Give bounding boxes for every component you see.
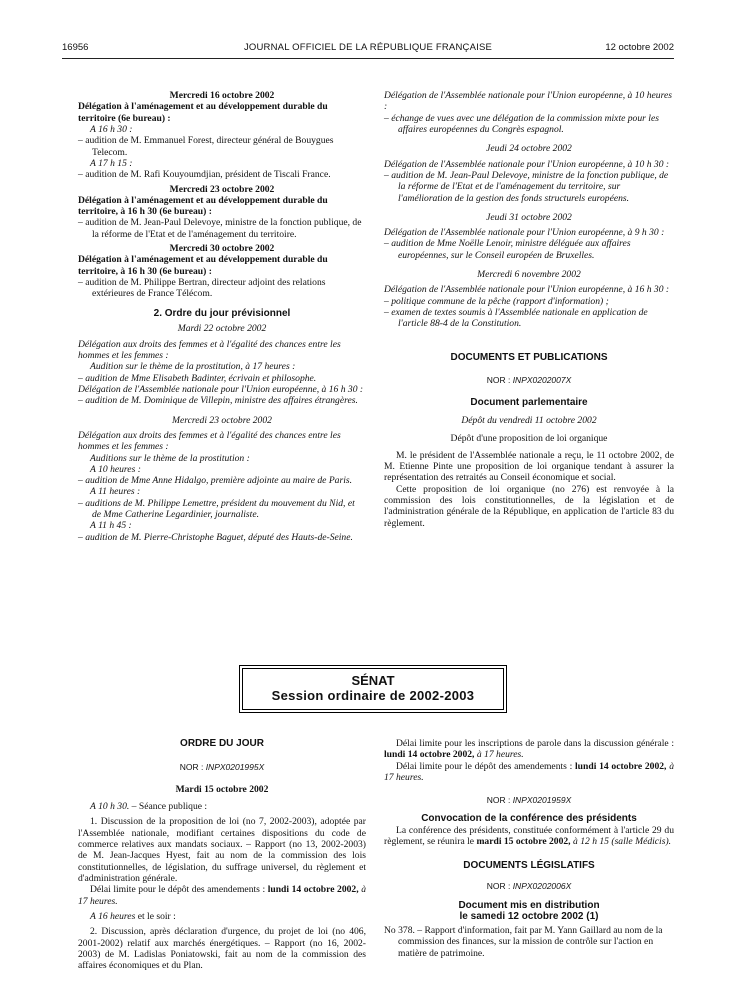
time-slot: A 16 h 30 : (90, 123, 133, 135)
agenda-item: – audition de Mme Noëlle Lenoir, ministre déléguée aux affaires européennes, sur le Conseil européen de Bruxelles. (384, 238, 631, 261)
delegation-heading: Délégation de l'Assemblée nationale pour l'Union européenne, à 10 heures : (384, 90, 672, 113)
nor-reference: NOR : INPX0201959X (486, 795, 572, 806)
time-slot: A 10 heures : (90, 463, 141, 475)
header-date: 12 octobre 2002 (605, 42, 674, 53)
nor-reference: NOR : INPX0201995X (179, 761, 265, 772)
subsection-heading: le samedi 12 octobre 2002 (1) (459, 911, 599, 923)
section-date: Mercredi 30 octobre 2002 (169, 243, 275, 255)
agenda-item: – examen de textes soumis à l'Assemblée nationale en application de l'article 88-4 de la Constitution. (384, 307, 648, 330)
delegation-heading: Délégation à l'aménagement et au développement durable du territoire, à 16 h 30 (6e bureau) : (78, 194, 328, 218)
paragraph: Cette proposition de loi organique (no 276) est renvoyée à la commission des lois constitutionnelles, de la législation et de l'administration générale de la République, en application de l'article 83 du règlement. (384, 483, 674, 529)
section-heading: 2. Ordre du jour prévisionnel (153, 307, 291, 319)
agenda-item: – audition de M. Pierre-Christophe Baguet, député des Hauts-de-Seine. (78, 531, 353, 543)
right-bottom-column (384, 738, 674, 959)
agenda-item: 2. Discussion, après déclaration d'urgence, du projet de loi (no 406, 2001-2002) relatif aux marchés énergétiques. – Rapport (no 16, 2002-2003) de M. Ladislas Poniatowski, fait au nom de la commission des affaires économiques et du Plan. (78, 926, 366, 972)
page-number: 16956 (62, 42, 89, 53)
journal-title: JOURNAL OFFICIEL DE LA RÉPUBLIQUE FRANÇAISE (243, 42, 493, 53)
depot-title: Dépôt d'une proposition de loi organique (450, 432, 608, 444)
agenda-item: – audition de M. Dominique de Villepin, ministre des affaires étrangères. (78, 395, 358, 407)
delegation-heading: Délégation à l'aménagement et au développement durable du territoire (6e bureau) : (78, 101, 328, 124)
section-heading: DOCUMENTS LÉGISLATIFS (463, 859, 595, 871)
paragraph: M. le président de l'Assemblée nationale a reçu, le 11 octobre 2002, de M. Etienne Pinte une proposition de loi organique tendant à assurer la représentation des retraités au Conseil économique et social. (384, 449, 674, 484)
section-date: Mercredi 23 octobre 2002 (169, 183, 275, 195)
section-heading: DOCUMENTS ET PUBLICATIONS (450, 351, 608, 363)
delegation-heading: Délégation aux droits des femmes et à l'égalité des chances entre les hommes et les femmes : (78, 338, 341, 362)
audition-theme: Auditions sur le thème de la prostitution : (90, 452, 250, 464)
agenda-item: – audition de M. Jean-Paul Delevoye, ministre de la fonction publique, de la réforme de l'Etat et de l'aménagement du territoire, sur l'amélioration de la gestion des fonds structurels européens. (384, 169, 669, 204)
senat-title-box (242, 668, 504, 710)
nor-reference: NOR : INPX0202006X (486, 881, 572, 892)
seance-line: A 10 h 30. – Séance publique : (90, 801, 208, 813)
section-date: Mercredi 6 novembre 2002 (477, 269, 581, 281)
agenda-item: – audition de M. Emmanuel Forest, directeur général de Bouygues Telecom. (78, 135, 334, 158)
agenda-item: – politique commune de la pêche (rapport d'information) ; (384, 295, 609, 307)
header-rule (62, 58, 674, 59)
left-top-column (78, 90, 366, 543)
agenda-item: – auditions de M. Philippe Lemettre, président du mouvement du Nid, et de Mme Catherine Legardinier, journaliste. (78, 497, 355, 521)
audition-theme: Audition sur le thème de la prostitution, à 17 heures : (90, 361, 296, 373)
senat-session: Session ordinaire de 2002-2003 (271, 688, 475, 704)
subsection-heading: Document mis en distribution (458, 899, 600, 911)
delegation-heading: Délégation de l'Assemblée nationale pour l'Union européenne, à 16 h 30 : (78, 383, 364, 395)
paragraph: La conférence des présidents, constituée conformément à l'article 29 du règlement, se réunira le mardi 15 octobre 2002, à 12 h 15 (salle Médicis). (384, 825, 674, 848)
time-slot: A 11 h 45 : (90, 520, 132, 532)
time-slot: A 11 heures : (90, 486, 141, 498)
seance-line: A 16 heures et le soir : (90, 910, 176, 922)
section-date: Mardi 22 octobre 2002 (177, 323, 267, 335)
delegation-heading: Délégation à l'aménagement et au développement durable du territoire, à 16 h 30 (6e bureau) : (78, 254, 328, 277)
agenda-item: – échange de vues avec une délégation de la commission mixte pour les affaires européennes du Congrès espagnol. (384, 112, 659, 135)
section-date: Mercredi 23 octobre 2002 (172, 414, 272, 426)
subsection-heading: Document parlementaire (470, 397, 588, 409)
agenda-item: – audition de M. Jean-Paul Delevoye, ministre de la fonction publique, de la réforme de l'Etat et de l'aménagement du territoire. (78, 217, 362, 240)
delegation-heading: Délégation de l'Assemblée nationale pour l'Union européenne, à 10 h 30 : (384, 158, 670, 170)
section-date: Jeudi 24 octobre 2002 (486, 143, 572, 155)
page-header (62, 42, 674, 56)
left-bottom-column (78, 738, 366, 972)
section-heading: ORDRE DU JOUR (180, 738, 264, 749)
agenda-item: – audition de Mme Anne Hidalgo, première adjointe au maire de Paris. (78, 475, 353, 487)
delegation-heading: Délégation de l'Assemblée nationale pour l'Union européenne, à 16 h 30 : (384, 284, 670, 296)
agenda-item: 1. Discussion de la proposition de loi (no 7, 2002-2003), adoptée par l'Assemblée nationale, modifiant certaines dispositions du code de commerce relatives aux mandats sociaux. – Rapport (no 13, 2002-2003) de M. Jean-Jacques Hyest, fait au nom de la commission des lois constitutionnelles, de législation, du suffrage universel, du règlement et d'administration générale. (78, 816, 366, 884)
agenda-item: No 378. – Rapport d'information, fait par M. Yann Gaillard au nom de la commission des finances, sur la mission de contrôle sur l'action en matière de patrimoine. (384, 925, 663, 959)
agenda-item: – audition de M. Philippe Bertran, directeur adjoint des relations extérieures de France Télécom. (78, 277, 326, 300)
delai-line: Délai limite pour les inscriptions de parole dans la discussion générale : lundi 14 octobre 2002, à 17 heures. (384, 738, 674, 761)
delai-line: Délai limite pour le dépôt des amendements : lundi 14 octobre 2002, à 17 heures. (78, 884, 366, 907)
depot-date: Dépôt du vendredi 11 octobre 2002 (461, 415, 597, 427)
delai-line: Délai limite pour le dépôt des amendements : lundi 14 octobre 2002, à 17 heures. (384, 760, 674, 783)
delegation-heading: Délégation de l'Assemblée nationale pour l'Union européenne, à 9 h 30 : (384, 227, 665, 239)
section-date: Mercredi 16 octobre 2002 (169, 90, 275, 101)
subsection-heading: Convocation de la conférence des présidents (421, 813, 637, 825)
right-top-column (384, 90, 674, 529)
agenda-item: – audition de M. Rafi Kouyoumdjian, président de Tiscali France. (78, 169, 331, 181)
delegation-heading: Délégation aux droits des femmes et à l'égalité des chances entre les hommes et les femmes : (78, 429, 341, 453)
section-date: Mardi 15 octobre 2002 (175, 783, 269, 795)
senat-title: SÉNAT (351, 673, 395, 688)
agenda-item: – audition de Mme Elisabeth Badinter, écrivain et philosophe. (78, 372, 317, 384)
nor-reference: NOR : INPX0202007X (486, 375, 572, 386)
time-slot: A 17 h 15 : (90, 157, 133, 169)
section-date: Jeudi 31 octobre 2002 (486, 211, 572, 223)
